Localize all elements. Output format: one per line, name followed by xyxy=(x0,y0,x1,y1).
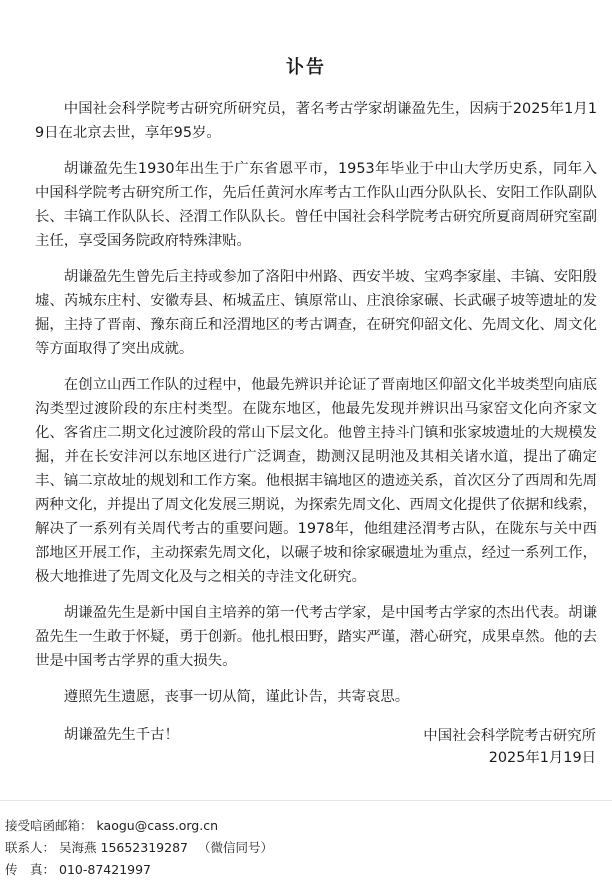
contact-name: 吴海燕 15652319287 xyxy=(59,840,188,855)
fax-row xyxy=(5,859,273,881)
email-row xyxy=(5,815,273,837)
paragraph-farewell: 胡谦盈先生千古！ xyxy=(63,727,179,743)
fax-label: 传 真： xyxy=(5,862,56,877)
paragraph-legacy: 胡谦盈先生是新中国自主培养的第一代考古学家，是中国考古学家的杰出代表。胡谦盈先生一生敢于怀疑，勇于创新。他扎根田野，踏实严谨，潜心研究，成果卓然。他的去世是中国考古学界的重大损失。 xyxy=(35,605,597,669)
contact-block xyxy=(5,815,273,881)
obituary-body xyxy=(35,97,597,761)
email-label: 接受唁函邮箱： xyxy=(5,818,93,833)
paragraph-biography: 胡谦盈先生1930年出生于广东省恩平市，1953年毕业于中山大学历史系，同年入中国科学院考古研究所工作，先后任黄河水库考古工作队山西分队队长、安阳工作队副队长、丰镐工作队队长、泾渭工作队队长。曾任中国社会科学院考古研究所夏商周研究室副主任，享受国务院政府特殊津贴。 xyxy=(35,161,597,249)
email-link[interactable]: kaogu@cass.org.cn xyxy=(96,818,218,833)
fax-number: 010-87421997 xyxy=(59,862,152,877)
contact-label: 联系人： xyxy=(5,840,56,855)
signature-block xyxy=(423,725,596,769)
paragraph-intro: 中国社会科学院考古研究所研究员，著名考古学家胡谦盈先生，因病于2025年1月19日在北京去世，享年95岁。 xyxy=(35,101,597,141)
paragraph-research: 在创立山西工作队的过程中，他最先辨识并论证了晋南地区仰韶文化半坡类型向庙底沟类型过渡阶段的东庄村类型。在陇东地区，他最先发现并辨识出马家窑文化向齐家文化、客省庄二期文化过渡阶段的常山下层文化。他曾主持斗门镇和张家坡遗址的大规模发掘，并在长安沣河以东地区进行广泛调查，勘测汉昆明池及其相关诸水道，提出了确定丰、镐二京故址的规划和工作方案。他根据丰镐地区的遗迹关系，首次区分了西周和先周两种文化，并提出了周文化发展三期说，为探索先周文化、西周文化提供了依据和线索，解决了一系列有关周代考古的重要问题。1978年，他组建泾渭考古队，在陇东与关中西部地区开展工作，主动探索先周文化，以碾子坡和徐家碾遗址为重点，经过一系列工作，极大地推进了先周文化及与之相关的寺洼文化研究。 xyxy=(35,377,597,585)
contact-row xyxy=(5,837,273,859)
divider xyxy=(0,800,612,801)
signature-org: 中国社会科学院考古研究所 xyxy=(423,728,596,744)
paragraph-funeral: 遵照先生遗愿，丧事一切从简，谨此讣告，共寄哀思。 xyxy=(63,689,410,705)
contact-note: （微信同号） xyxy=(197,840,273,855)
signature-date: 2025年1月19日 xyxy=(488,750,596,766)
page-title: 讣告 xyxy=(286,57,326,78)
paragraph-excavations: 胡谦盈先生曾先后主持或参加了洛阳中州路、西安半坡、宝鸡李家崖、丰镐、安阳殷墟、芮城东庄村、安徽寿县、柘城孟庄、镇原常山、庄浪徐家碾、长武碾子坡等遗址的发掘，主持了晋南、豫东商丘和泾渭地区的考古调查，在研究仰韶文化、先周文化、周文化等方面取得了突出成就。 xyxy=(35,269,597,357)
